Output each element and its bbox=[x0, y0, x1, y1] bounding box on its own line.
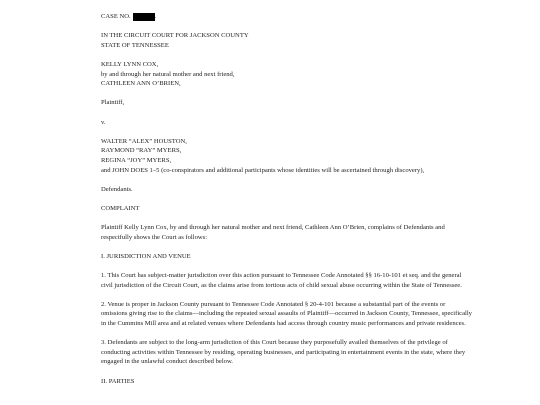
defendants-label: Defendants. bbox=[101, 185, 133, 193]
defendant-2: RAYMOND “RAY” MYERS, bbox=[101, 147, 182, 155]
intro-paragraph: Plaintiff Kelly Lynn Cox, by and through her natural mother and next friend, Cathleen Ann O’Brien, complains of Defendants and respectfully shows the Court as follows: bbox=[101, 224, 445, 241]
plaintiff-caption bbox=[101, 60, 500, 89]
plaintiff-label: Plaintiff, bbox=[101, 99, 125, 107]
defendants-caption bbox=[101, 137, 500, 175]
case-number-label: CASE NO. bbox=[101, 13, 131, 20]
court-state: STATE OF TENNESSEE bbox=[101, 41, 169, 49]
case-number-line bbox=[101, 12, 500, 22]
redaction-bar bbox=[133, 13, 155, 21]
defendant-4: and JOHN DOES 1–5 (co-conspirators and additional participants whose identities will be ascertained through discovery), bbox=[101, 166, 425, 174]
defendant-1: WALTER “ALEX” HOUSTON, bbox=[101, 137, 187, 145]
complaint-title: COMPLAINT bbox=[101, 204, 140, 212]
paragraph-1: 1. This Court has subject-matter jurisdiction over this action pursuant to Tennessee Code Annotated §§ 16-10-101 et seq. and the general civil jurisdiction of the Circuit Court, as the claims arise from tortious acts of child sexual abuse occurring within the State of Tennessee. bbox=[101, 272, 462, 289]
court-name: IN THE CIRCUIT COURT FOR JACKSON COUNTY bbox=[101, 32, 249, 40]
defendant-3: REGINA “JOY” MYERS, bbox=[101, 156, 172, 164]
paragraph-2: 2. Venue is proper in Jackson County pursuant to Tennessee Code Annotated § 20-4-101 because a substantial part of the events or omissions giving rise to the claims—including the repeated sexual assaults of Plaintiff—occurred in Jackson County, Tennessee, specifically in the Cummins Mill area and at related venues where Defendants had access through country music performances and private residences. bbox=[101, 300, 472, 327]
section-heading-jurisdiction: I. JURISDICTION AND VENUE bbox=[101, 252, 191, 260]
paragraph-3: 3. Defendants are subject to the long-arm jurisdiction of this Court because they purposefully availed themselves of the privilege of conducting activities within Tennessee by residing, operating businesses, and participating in entertainment events in the state, where they engaged in the unlawful conduct described below. bbox=[101, 339, 466, 366]
case-number-suffix: . bbox=[154, 13, 157, 20]
plaintiff-name: KELLY LYNN COX, bbox=[101, 60, 159, 68]
plaintiff-next-friend-line: by and through her natural mother and next friend, bbox=[101, 70, 235, 78]
court-caption bbox=[101, 31, 500, 50]
plaintiff-next-friend-name: CATHLEEN ANN O’BRIEN, bbox=[101, 80, 181, 88]
versus-label: v. bbox=[101, 118, 106, 126]
section-heading-parties: II. PARTIES bbox=[101, 377, 135, 385]
